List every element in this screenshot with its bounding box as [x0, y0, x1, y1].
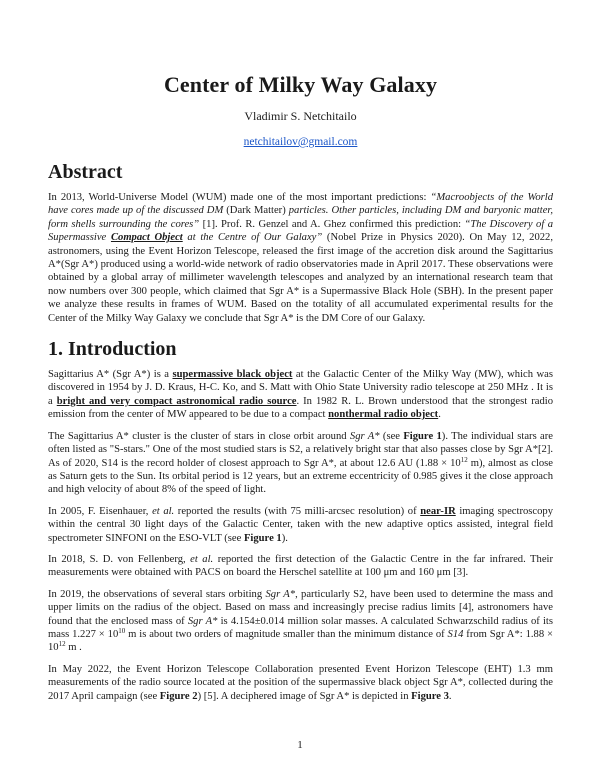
author-name: Vladimir S. Netchitailo — [244, 109, 357, 123]
paper-page — [48, 72, 553, 711]
intro-paragraph-1: Sagittarius A* (Sgr A*) is a supermassive black object at the Galactic Center of the Milky Way (MW), which was discovered in 1954 by J. D. Kraus, H-C. Ko, and S. Matt with Ohio State University radio telescope at 250 MHz . It is a bright and very compact astronomical radio source. In 1982 R. L. Brown understood that the strongest radio emission from the center of MW appeared to be due to a compact nonthermal radio object. — [48, 369, 554, 421]
figure-1-ref[interactable]: Figure 1 — [243, 532, 282, 544]
intro-paragraph-3: In 2005, F. Eisenhauer, et al. reported the results (with 75 milli-arcsec resolution) of near-IR imaging spectroscopy within the central 30 light days of the Galactic Center, taken with the new adaptive optics assisted, integral field spectrometer SINFONI on the ESO-VLT (see Figure 1). — [48, 505, 553, 544]
figure-1-ref[interactable]: Figure 1 — [403, 430, 442, 442]
figure-3-ref[interactable]: Figure 3 — [411, 690, 449, 702]
abstract-text: In 2013, World-Universe Model (WUM) made one of the most important predictions: “Macroobjects of the World have cores made up of the discussed DM (Dark Matter) particles. Other particles, including DM and baryonic matter, form shells surrounding the cores” [1]. Prof. R. Genzel and A. Ghez confirmed this prediction: “The Discovery of a Supermassive Compact Object at the Centre of Our Galaxy” (Nobel Prize in Physics 2020). On May 12, 2022, astronomers, using the Event Horizon Telescope, released the first image of the accretion disk around the Sagittarius A*(Sgr A*) produced using a world-wide network of radio observatories made in April 2017. These observations were obtained by a global array of millimeter wavelength telescopes and analyzed by an international research team that now numbers over 300 people, which claimed that Sgr A* is a Supermassive Black Hole (SBH). In the present paper we analyze these results in frames of WUM. Based on the totality of all accumulated experimental results for the Center of the Milky Way Galaxy we conclude that Sgr A* is the DM Core of our Galaxy. — [48, 192, 553, 324]
intro-paragraph-5: In 2019, the observations of several stars orbiting Sgr A*, particularly S2, have been used to determine the mass and upper limits on the radius of the object. Based on mass and increasingly precise radius limits [4], astronomers have found that the enclosed mass of Sgr A* is 4.154±0.014 million solar masses. A calculated Schwarzschild radius of its mass $1.227 \times 10^{10}$ m is about two orders of magnitude smaller than the minimum distance of S14 from Sgr A*: $1.88 \times 10^{12}$ m . — [48, 588, 554, 654]
abstract-heading: Abstract — [48, 161, 123, 183]
intro-paragraph-4: In 2018, S. D. von Fellenberg, et al. reported the first detection of the Galactic Centre in the far infrared. Their measurements were obtained with PACS on board the Herschel satellite at 100 μm and 160 μm [3]. — [48, 553, 553, 579]
page-number: 1 — [297, 739, 303, 751]
intro-paragraph-2: The Sagittarius A* cluster is the cluster of stars in close orbit around Sgr A* (see Figure 1). The individual stars are often listed as "S-stars." One of the most studied stars is S2, a relatively bright star that also passes close by Sgr A*[2]. As of 2020, S14 is the record holder of closest approach to Sgr A*, at about 12.6 AU ($1.88 \times 10^{12}$ m), almost as close as Saturn gets to the Sun. Its orbital period is 12 years, but an extreme eccentricity of 0.985 gives it the close approach and high velocity of about 8% of the speed of light. — [48, 430, 554, 496]
author-email — [48, 136, 553, 148]
email-link[interactable]: netchitailov@gmail.com — [243, 136, 358, 148]
introduction-heading: 1. Introduction — [48, 338, 177, 361]
intro-paragraph-6: In May 2022, the Event Horizon Telescope Collaboration presented Event Horizon Telescope (EHT) 1.3 mm measurements of the radio source located at the position of the supermassive black object Sgr A*, collected during the 2017 April campaign (see Figure 2) [5]. A deciphered image of Sgr A* is depicted in Figure 3. — [48, 663, 553, 702]
figure-2-ref[interactable]: Figure 2 — [159, 690, 198, 702]
paper-title: Center of Milky Way Galaxy — [163, 72, 438, 97]
